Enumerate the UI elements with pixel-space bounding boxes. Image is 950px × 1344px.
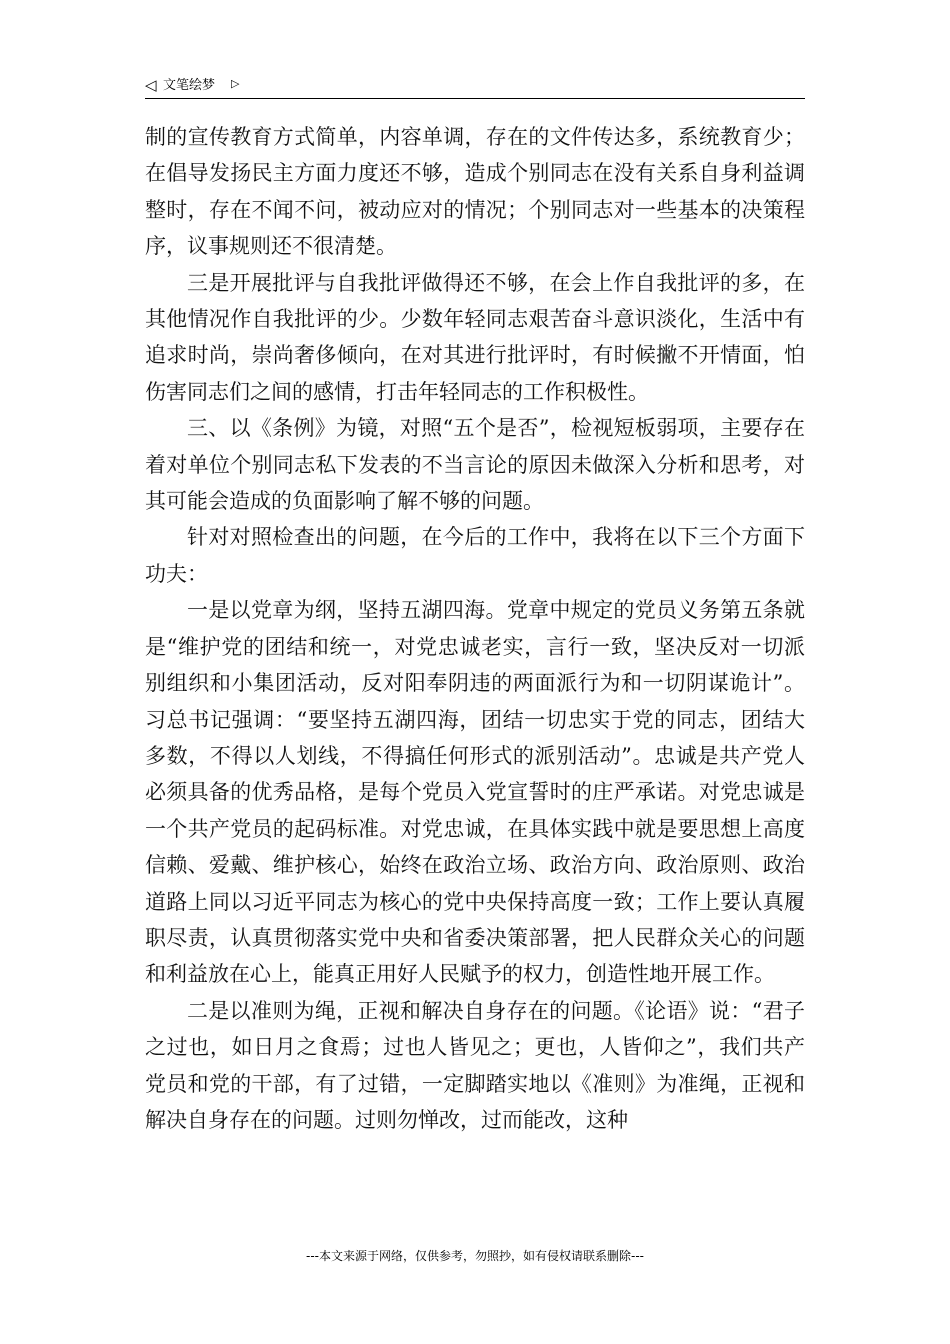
paragraph: 二是以准则为绳，正视和解决自身存在的问题。《论语》说：“君子之过也，如日月之食焉；过也人皆见之；更也，人皆仰之”，我们共产党员和党的干部，有了过错，一定脚踏实地以《准则》为准绳，正视和解决自身存在的问题。过则勿惮改，过而能改，这种 [145, 998, 805, 1132]
right-triangle-icon: ▷ [231, 77, 240, 90]
paragraph-continued: 制的宣传教育方式简单，内容单调，存在的文件传达多，系统教育少；在倡导发扬民主方面力度还不够，造成个别同志在没有关系自身利益调整时，存在不闻不问，被动应对的情况；个别同志对一些基本的决策程序，议事规则还不很清楚。 [145, 125, 805, 259]
paragraph: 一是以党章为纲，坚持五湖四海。党章中规定的党员义务第五条就是“维护党的团结和统一，对党忠诚老实，言行一致，坚决反对一切派别组织和小集团活动，反对阳奉阴违的两面派行为和一切阴谋诡计”。习总书记强调：“要坚持五湖四海，团结一切忠实于党的同志，团结大多数，不得以人划线，不得搞任何形式的派别活动”。忠诚是共产党人必须具备的优秀品格，是每个党员入党宣誓时的庄严承诺。对党忠诚是一个共产党员的起码标准。对党忠诚，在具体实践中就是要思想上高度信赖、爱戴、维护核心，始终在政治立场、政治方向、政治原则、政治道路上同以习近平同志为核心的党中央保持高度一致；工作上要认真履职尽责，认真贯彻落实党中央和省委决策部署，把人民群众关心的问题和利益放在心上，能真正用好人民赋予的权力，创造性地开展工作。 [145, 598, 805, 987]
page-header [145, 74, 805, 99]
paragraph: 三是开展批评与自我批评做得还不够，在会上作自我批评的多，在其他情况作自我批评的少。少数年轻同志艰苦奋斗意识淡化，生活中有追求时尚，崇尚奢侈倾向，在对其进行批评时，有时候撇不开情面，怕伤害同志们之间的感情，打击年轻同志的工作积极性。 [145, 270, 805, 404]
page-footer-disclaimer: ---本文来源于网络，仅供参考，勿照抄，如有侵权请联系删除--- [306, 1249, 644, 1263]
paragraph: 针对对照检查出的问题，在今后的工作中，我将在以下三个方面下功夫： [145, 525, 805, 586]
document-body [145, 119, 805, 1138]
header-title: 文笔绘梦 [163, 78, 216, 93]
left-triangle-icon: ◁ [145, 76, 157, 94]
paragraph: 三、以《条例》为镜，对照“五个是否”，检视短板弱项，主要存在着对单位个别同志私下发表的不当言论的原因未做深入分析和思考，对其可能会造成的负面影响了解不够的问题。 [145, 416, 805, 514]
